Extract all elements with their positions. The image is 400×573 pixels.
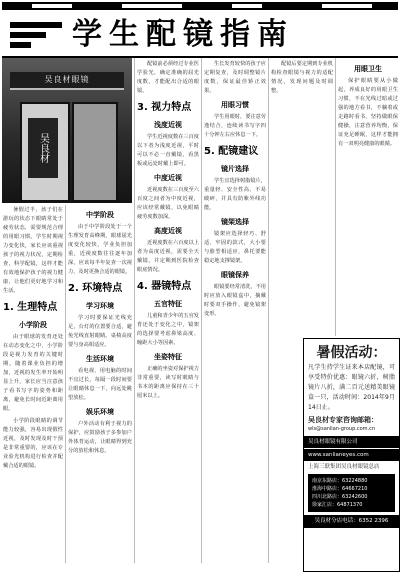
subheading-life: 生活环境 <box>86 355 114 363</box>
promo-store-item: 南京东路店：63224880 <box>312 478 368 484</box>
section-heading-2: 2. 环境特点 <box>68 283 123 294</box>
body-text: 配镜前必须经过专业医学验光，确定准确的屈光度数，才能配出合适的眼镜。 <box>137 61 199 94</box>
subheading-care: 眼镜保养 <box>221 271 249 279</box>
body-text: 近视度数在六百度以上者为高度近视，需要全天戴镜，并定期到医院检查眼底情况。 <box>137 240 199 273</box>
body-text: 学习时要保证光线充足，台灯的位置要合适，避免光线直射眼睛。桌椅高度要与身高相适应。 <box>68 315 132 348</box>
article-column-2 <box>68 206 132 566</box>
section-heading-5: 5. 配镜建议 <box>204 146 259 157</box>
body-text: 由于中学阶段处于一个生理发育高峰期，眼球屈光度变化较快，学业负担加重，近视度数往往逐年加深，应该每半年复查一次视力，及时更换合适的眼镜。 <box>68 224 132 275</box>
store-sign: 吴良材 <box>28 118 58 178</box>
promo-address: 上海三联集团吴良材眼镜总店 <box>308 464 380 470</box>
body-text: 镜架应选择轻巧、舒适、牢固的款式，大小要与脸型相适应，鼻托要能稳定地支撑镜架。 <box>204 231 266 264</box>
body-text: 小学阶段眼睛的调节能力较强，容易出现假性近视，及时发现及时干预是非常重要的，应该在专业验光机构进行检查并配戴合适的眼镜。 <box>3 418 63 469</box>
section-heading-3: 3. 视力特点 <box>137 102 192 113</box>
body-text: 看电视、用电脑的时间不宜过长，每隔一段时间要让眼睛休息一下，向远处眺望放松。 <box>68 368 132 401</box>
intro-text: 暑假过半，孩子们在游玩的状态下眼睛常处于疲劳状态，需要规范合理的用眼习惯。学生时期视力变化快，家长应该重视孩子的视力状况，定期检查，科学配镜，这样才能有效地保护孩子的视力健康，让他们更好地学习和生活。 <box>3 207 63 294</box>
article-column-5 <box>271 60 333 335</box>
subheading-hygiene: 用眼卫生 <box>354 65 382 73</box>
subheading-facial: 五官特征 <box>154 300 182 308</box>
promo-store-list <box>308 474 395 512</box>
body-text: 户外活动有利于视力的保护，应鼓励孩子多参加户外体育运动，让眼睛得到充分的放松和休息。 <box>68 421 132 454</box>
article-column-3 <box>137 60 199 565</box>
column-divider <box>268 58 269 563</box>
column-divider <box>65 205 66 563</box>
promo-email[interactable]: wls@sanlian-group.com.cn <box>308 426 376 432</box>
subheading-study: 学习环境 <box>86 302 114 310</box>
subheading-lens: 镜片选择 <box>221 165 249 173</box>
body-text: 学生宜选择树脂镜片，重量轻、安全性高、不易破碎，并具有防紫外线功能。 <box>204 178 266 211</box>
subheading-habits: 用眼习惯 <box>221 101 249 109</box>
promo-store-item: 徐家汇店：64871370 <box>312 502 363 508</box>
body-text: 保护眼睛要从小做起，养成良好的用眼卫生习惯，不在光线过暗或过强的地方看书，不躺着或走路时看书，坚持做眼保健操，注意营养均衡，保证充足睡眠，这样才能拥有一双明亮健康的眼睛。 <box>338 78 398 147</box>
title-banner <box>2 12 398 58</box>
promo-store-item: 四川北路店：63242600 <box>312 494 368 500</box>
article-column-6 <box>338 60 398 335</box>
subheading-high: 高度近视 <box>154 227 182 235</box>
body-text: 正确的坐姿对保护视力非常重要，读写时眼睛与书本的距离应保持在三十厘米以上。 <box>137 366 199 399</box>
body-text: 由于眼球的发育还处在动态变化之中，小学阶段是视力发育的关键时期，随着课业负担的增加，近视的发生率开始明显上升。家长应当注意孩子看书写字的姿势和距离，避免长时间近距离用眼。 <box>3 334 63 412</box>
title-decoration <box>10 22 62 50</box>
subheading-leisure: 娱乐环境 <box>86 408 114 416</box>
body-text: 儿童和青少年的五官发育还处于变化之中，镜架的选择要考虑鼻梁高度、瞳距大小等因素。 <box>137 313 199 346</box>
promo-hotline-label: 吴良材专家咨询邮箱： <box>308 416 378 424</box>
body-text: 配镜后要定期到专业机构检查眼镜与视力的适配情况，发现问题及时调整。 <box>271 61 333 94</box>
top-decorative-strip <box>2 2 398 10</box>
promo-website[interactable]: www.sanlianeyes.com <box>304 449 399 461</box>
body-text: 生长发育较快的孩子应定期复查，及时调整镜片度数，保证最佳矫正效果。 <box>204 61 266 94</box>
subheading-posture: 坐姿特征 <box>154 353 182 361</box>
body-text: 学生近视度数在三百度以下者为浅度近视，平时可以不必一直戴镜，看黑板或远处时戴上即可。 <box>137 134 199 167</box>
promo-company: 吴良材眼镜有限公司 <box>304 436 399 448</box>
page-title: 学生配镜指南 <box>72 17 294 52</box>
promo-title: 暑假活动： <box>316 345 387 361</box>
promo-box <box>303 338 400 572</box>
subheading-middle: 中学阶段 <box>86 211 114 219</box>
article-column-1 <box>3 206 63 566</box>
subheading-mild: 浅度近视 <box>154 121 182 129</box>
section-heading-4: 4. 器镜特点 <box>137 281 192 292</box>
section-heading-1: 1. 生理特点 <box>3 302 58 313</box>
body-text: 学生用眼时，要注意劳逸结合，连续读书写字四十分钟左右应休息一下。 <box>204 114 266 138</box>
column-divider <box>201 58 202 563</box>
subheading-primary: 小学阶段 <box>19 321 47 329</box>
column-divider <box>335 58 336 336</box>
promo-store-item: 淮海中路店：64667210 <box>312 486 368 492</box>
store-awning: 吴良材眼镜 <box>10 72 124 90</box>
store-photo <box>2 58 132 203</box>
body-text: 眼镜要经常清洗，不用时应放入眼镜盒中，摘戴时要双手操作，避免镜架变形。 <box>204 284 266 317</box>
body-text: 近视度数在三百度至六百度之间者为中度近视，应该经常戴镜，以免眼睛疲劳度数加深。 <box>137 187 199 220</box>
column-divider <box>134 58 135 563</box>
promo-body: 凡学生持学生证来本店配镜，可享受特价优惠：眼镜六折，树脂镜片八折，满二百元送精美眼镜盒一只，活动时间：2014年9月14日止。 <box>308 364 395 411</box>
promo-footer: 吴良材分店电话：6352 2396 <box>304 515 399 528</box>
article-column-4 <box>204 60 266 565</box>
subheading-frame: 镜架选择 <box>221 218 249 226</box>
subheading-moderate: 中度近视 <box>154 174 182 182</box>
